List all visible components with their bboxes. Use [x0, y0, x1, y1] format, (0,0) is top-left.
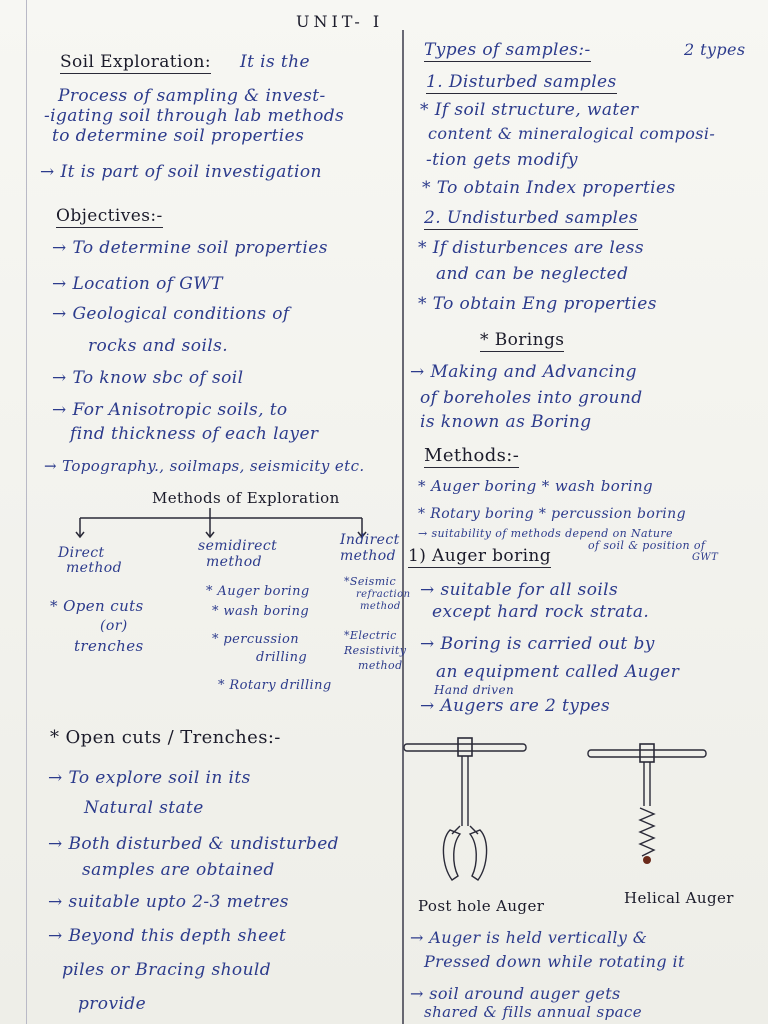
semidirect-method-item: * percussion — [212, 632, 300, 647]
indirect-method-label: method — [340, 548, 396, 564]
indirect-method-item: Resistivity — [344, 644, 407, 657]
boring-method-item: of soil & position of — [588, 539, 706, 552]
undisturbed-samples-heading: 2. Undisturbed samples — [424, 208, 638, 228]
semidirect-method-item: * wash boring — [212, 604, 310, 619]
boring-method-item: * Rotary boring * percussion boring — [418, 506, 686, 522]
semidirect-method-label: method — [206, 554, 262, 570]
disturbed-sample-item: * If soil structure, water — [420, 100, 639, 120]
indirect-method-item: refraction — [356, 589, 411, 600]
semidirect-method-item: * Auger boring — [206, 584, 310, 599]
borings-heading: * Borings — [480, 330, 565, 350]
direct-method-label: method — [66, 560, 122, 576]
auger-item: an equipment called Auger — [436, 662, 680, 682]
open-cuts-item: → Beyond this depth sheet — [48, 926, 287, 946]
disturbed-sample-item: * To obtain Index properties — [422, 178, 676, 198]
auger-usage-item: → soil around auger gets — [410, 984, 621, 1003]
boring-item: is known as Boring — [420, 412, 592, 432]
open-cuts-item: piles or Bracing should — [62, 960, 272, 980]
open-cuts-item: → suitable upto 2-3 metres — [48, 892, 289, 912]
post-hole-auger-label: Post hole Auger — [418, 897, 545, 915]
auger-usage-item: shared & fills annual space — [424, 1003, 643, 1021]
boring-method-item: * Auger boring * wash boring — [418, 477, 654, 495]
indirect-method-item: method — [358, 659, 403, 672]
undisturbed-sample-item: * To obtain Eng properties — [418, 294, 657, 314]
post-hole-auger-sketch — [400, 730, 530, 890]
definition-line: It is the — [240, 52, 310, 72]
open-cuts-item: provide — [78, 994, 147, 1014]
boring-item: of boreholes into ground — [420, 388, 643, 408]
page-title: UNIT- I — [296, 12, 384, 31]
open-cuts-item: Natural state — [84, 798, 204, 818]
semidirect-method-label: semidirect — [198, 538, 278, 554]
direct-method-label: Direct — [58, 545, 105, 561]
objective-item: rocks and soils. — [88, 336, 229, 356]
semidirect-method-item: drilling — [256, 650, 308, 665]
boring-method-item: → suitability of methods depend on Nature — [418, 527, 673, 540]
indirect-method-label: Indirect — [340, 532, 400, 548]
direct-method-item: * Open cuts — [50, 597, 144, 615]
auger-item: except hard rock strata. — [432, 602, 650, 622]
objective-item: → Location of GWT — [52, 274, 223, 294]
methods-tree-diagram — [70, 506, 380, 542]
open-cuts-item: samples are obtained — [82, 860, 275, 880]
boring-item: → Making and Advancing — [410, 362, 637, 382]
undisturbed-sample-item: and can be neglected — [436, 264, 629, 284]
disturbed-sample-item: content & mineralogical composi- — [428, 124, 716, 143]
open-cuts-heading: * Open cuts / Trenches:- — [50, 727, 281, 748]
direct-method-item: (or) — [100, 618, 128, 634]
definition-line: Process of sampling & invest- — [58, 86, 326, 106]
sample-types-count: 2 types — [684, 40, 746, 59]
objective-item: → For Anisotropic soils, to — [52, 400, 288, 420]
objectives-heading: Objectives:- — [56, 206, 163, 226]
types-of-samples-heading: Types of samples:- — [424, 40, 591, 60]
auger-usage-item: Pressed down while rotating it — [424, 952, 685, 971]
definition-line: to determine soil properties — [52, 126, 305, 146]
definition-line: → It is part of soil investigation — [40, 162, 322, 182]
indirect-method-item: *Seismic — [344, 575, 397, 588]
methods-heading: Methods:- — [424, 445, 520, 466]
auger-item: → Boring is carried out by — [420, 634, 655, 654]
definition-line: -igating soil through lab methods — [44, 106, 345, 126]
disturbed-samples-heading: 1. Disturbed samples — [426, 72, 617, 92]
objective-item: → Geological conditions of — [52, 304, 290, 324]
open-cuts-item: → Both disturbed & undisturbed — [48, 834, 339, 854]
indirect-method-item: method — [360, 601, 401, 612]
margin-line — [26, 0, 27, 1024]
undisturbed-sample-item: * If disturbences are less — [418, 238, 644, 258]
disturbed-sample-item: -tion gets modify — [426, 150, 578, 170]
indirect-method-item: *Electric — [344, 629, 397, 642]
helical-auger-sketch — [586, 738, 710, 870]
objective-item: find thickness of each layer — [70, 424, 319, 444]
boring-method-item: GWT — [692, 552, 719, 563]
soil-exploration-heading: Soil Exploration: — [60, 52, 211, 72]
helical-auger-label: Helical Auger — [624, 889, 734, 907]
methods-of-exploration-heading: Methods of Exploration — [152, 489, 340, 507]
objective-item: → To know sbc of soil — [52, 368, 244, 388]
objective-item: → Topography., soilmaps, seismicity etc. — [44, 457, 365, 475]
open-cuts-item: → To explore soil in its — [48, 768, 251, 788]
auger-boring-heading: 1) Auger boring — [408, 546, 552, 566]
auger-item: → Augers are 2 types — [420, 696, 611, 716]
auger-item: → suitable for all soils — [420, 580, 619, 600]
semidirect-method-item: * Rotary drilling — [218, 678, 332, 693]
auger-usage-item: → Auger is held vertically & — [410, 928, 648, 947]
direct-method-item: trenches — [74, 637, 144, 655]
auger-item: Hand driven — [434, 683, 515, 697]
objective-item: → To determine soil properties — [52, 238, 328, 258]
